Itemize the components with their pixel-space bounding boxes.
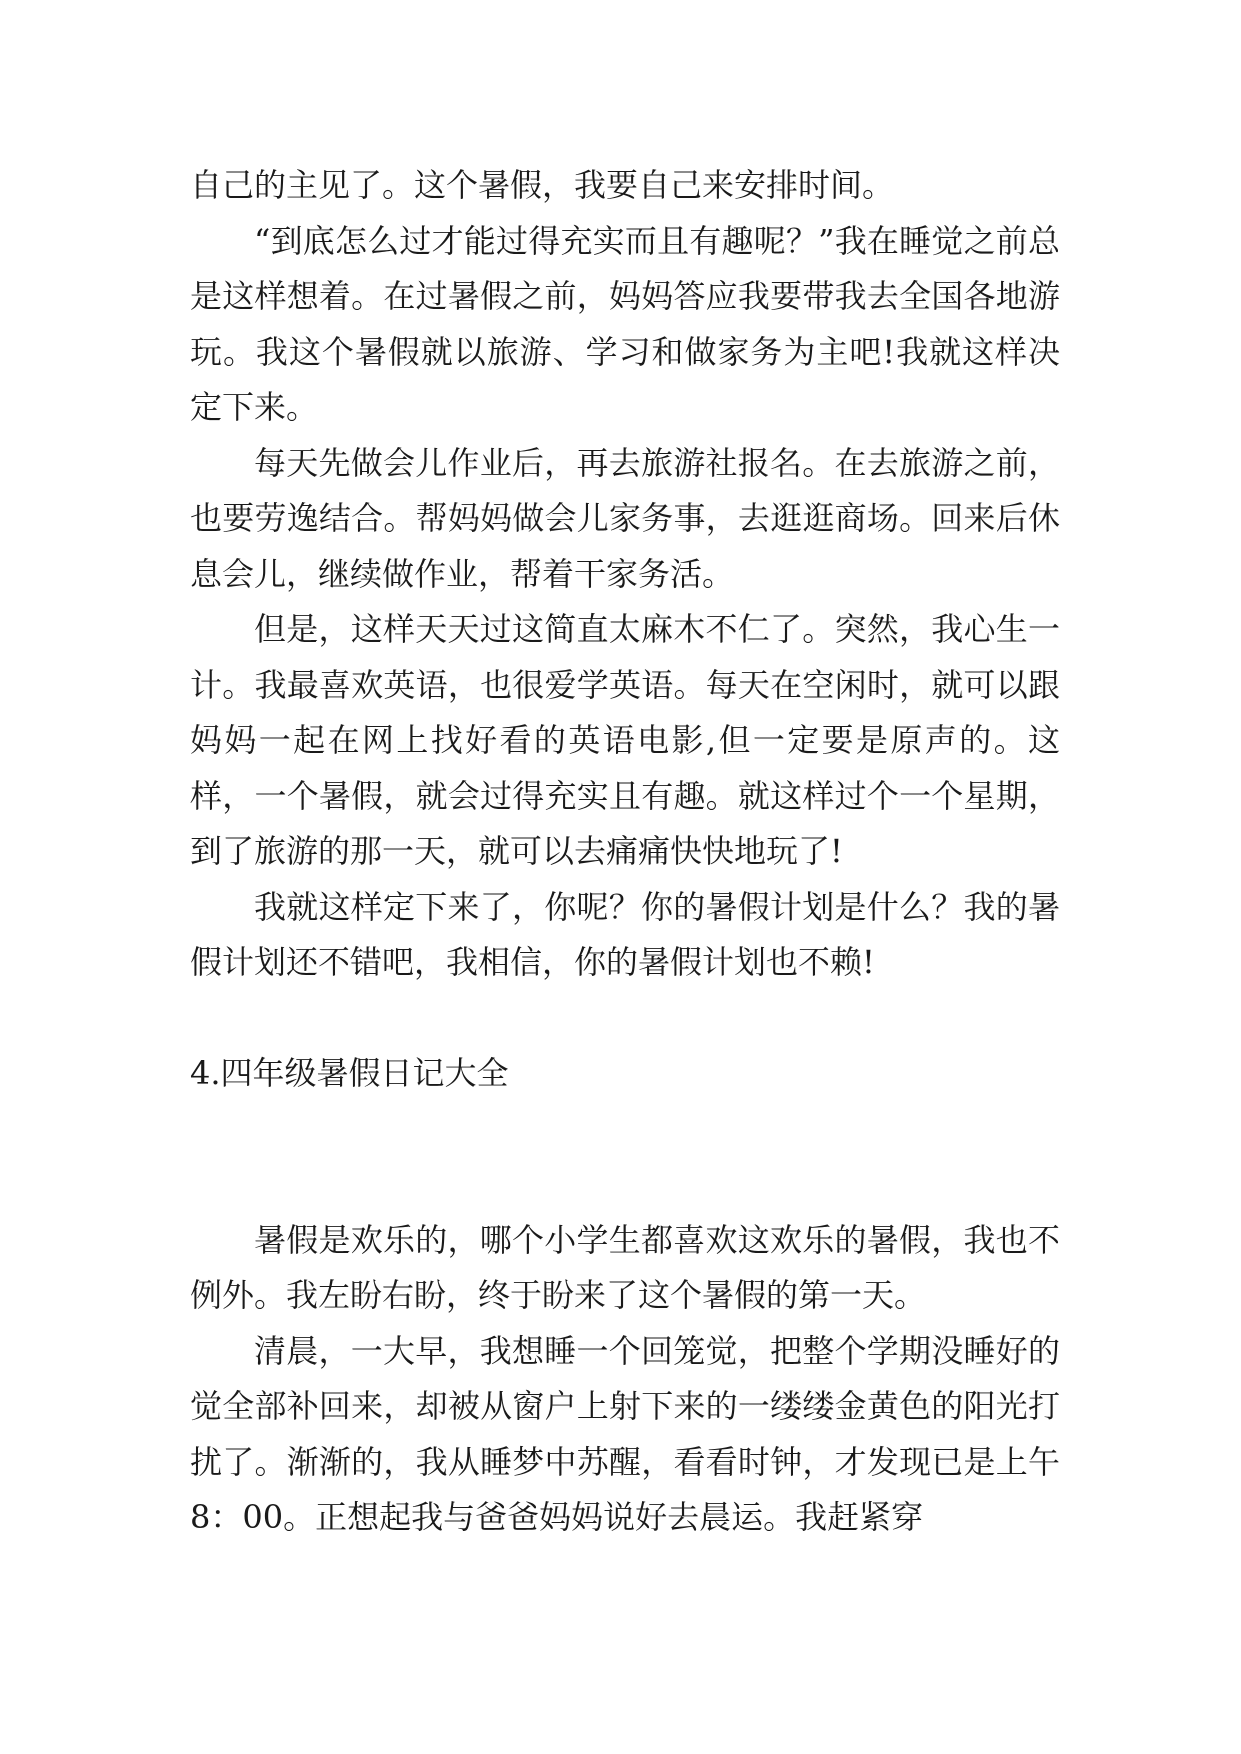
paragraph: 暑假是欢乐的，哪个小学生都喜欢这欢乐的暑假，我也不例外。我左盼右盼，终于盼来了这个暑假的第一天。 [190,1220,1060,1314]
paragraph-continuation: 自己的主见了。这个暑假，我要自己来安排时间。 [190,166,895,204]
paragraph: 但是，这样天天过这简直太麻木不仁了。突然，我心生一计。我最喜欢英语，也很爱学英语。每天在空闲时，就可以跟妈妈一起在网上找好看的英语电影,但一定要是原声的。这样，一个暑假，就会过得充实且有趣。就这样过个一个星期，到了旅游的那一天，就可以去痛痛快快地玩了! [190,610,1060,870]
section-heading: 4.四年级暑假日记大全 [190,1054,509,1092]
paragraph: 每天先做会儿作业后，再去旅游社报名。在去旅游之前，也要劳逸结合。帮妈妈做会儿家务事，去逛逛商场。回来后休息会儿，继续做作业，帮着干家务活。 [190,443,1060,593]
paragraph: 清晨，一大早，我想睡一个回笼觉，把整个学期没睡好的觉全部补回来，却被从窗户上射下来的一缕缕金黄色的阳光打扰了。渐渐的，我从睡梦中苏醒，看看时钟，才发现已是上午 8：00。正想起我与爸爸妈妈说好去晨运。我赶紧穿 [190,1331,1060,1536]
paragraph: “到底怎么过才能过得充实而且有趣呢？”我在睡觉之前总是这样想着。在过暑假之前，妈妈答应我要带我去全国各地游玩。我这个暑假就以旅游、学习和做家务为主吧!我就这样决定下来。 [190,221,1060,426]
document-body [190,158,1060,1546]
paragraph: 我就这样定下来了，你呢？你的暑假计划是什么？我的暑假计划还不错吧，我相信，你的暑假计划也不赖! [190,887,1060,981]
